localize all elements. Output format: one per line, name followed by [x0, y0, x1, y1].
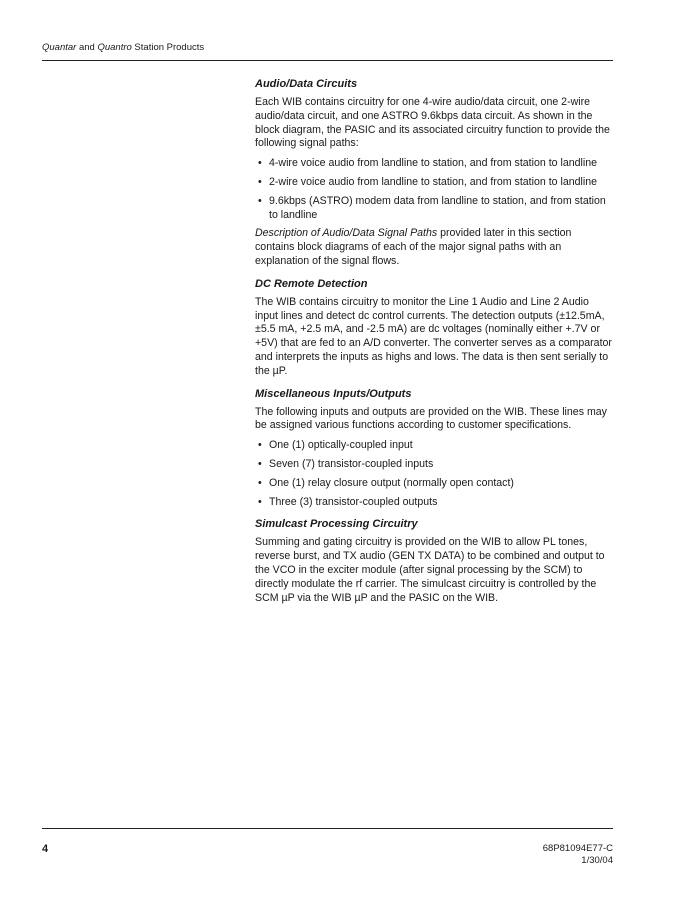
list-item: • Three (3) transistor-coupled outputs: [258, 495, 438, 508]
misc-bullets: [255, 439, 613, 509]
doc-number: 68P81094E77-C: [542, 843, 613, 854]
bullet-icon: •: [258, 439, 262, 452]
header-brand-quantro: Quantro: [97, 42, 132, 53]
misc-body: The following inputs and outputs are provided on the WIB. These lines may be assigned various functions according to customer specifications.: [255, 405, 607, 432]
list-item: • 9.6kbps (ASTRO) modem data from landline to station, and from station to landline: [258, 194, 606, 221]
bullet-icon: •: [258, 194, 262, 207]
header-rest: Station Products: [131, 42, 205, 53]
bullet-icon: •: [258, 157, 262, 170]
audio-reference-title: Description of Audio/Data Signal Paths: [255, 227, 438, 240]
dc-heading: DC Remote Detection: [255, 277, 368, 290]
list-item: • One (1) relay closure output (normally open contact): [258, 476, 514, 489]
footer-rule: [42, 828, 613, 829]
audio-reference: [255, 227, 613, 268]
simulcast-body: Summing and gating circuitry is provided on the WIB to allow PL tones, reverse burst, and TX audio (GEN TX DATA) to be combined and output to the VCO in the exciter module (after signal processing by the SCM) to directly modulate the rf carrier. The simulcast circuitry is controlled by the SCM µP via the WIB µP and the PASIC on the WIB.: [255, 536, 605, 604]
page-body: [255, 77, 613, 611]
misc-heading: Miscellaneous Inputs/Outputs: [255, 387, 412, 400]
bullet-icon: •: [258, 495, 262, 508]
dc-body: The WIB contains circuitry to monitor the Line 1 Audio and Line 2 Audio input lines and detect dc control currents. The detection outputs (±12.5mA, ±5.5 mA, +2.5 mA, and -2.5 mA) are dc voltages (nominally either +.7V or +5V) that are fed to an A/D converter. The converter serves as a comparator and interprets the inputs as highs and lows. The data is then sent serially to the µP.: [255, 295, 612, 377]
audio-bullets: [255, 157, 613, 222]
list-item: • 4-wire voice audio from landline to station, and from station to landline: [258, 157, 597, 170]
audio-intro: Each WIB contains circuitry for one 4-wire audio/data circuit, one 2-wire audio/data circuit, and one ASTRO 9.6kbps data circuit. As shown in the block diagram, the PASIC and its associated circuitry function to provide the following signal paths:: [255, 96, 610, 150]
list-item: • 2-wire voice audio from landline to station, and from station to landline: [258, 175, 597, 188]
bullet-icon: •: [258, 175, 262, 188]
list-item: • One (1) optically-coupled input: [258, 439, 413, 452]
header-rule: [42, 60, 613, 61]
doc-date: 1/30/04: [581, 855, 613, 866]
header-brand-quantar: Quantar: [42, 42, 77, 53]
running-header: [42, 42, 204, 53]
audio-heading: Audio/Data Circuits: [255, 78, 358, 90]
header-and: and: [76, 42, 98, 53]
footer-doc-info: [543, 843, 613, 867]
bullet-icon: •: [258, 457, 262, 470]
audio-reference-text: provided later in this section contains block diagrams of each of the major signal paths with an explanation of the signal flows.: [255, 227, 572, 267]
page-number: 4: [42, 843, 49, 855]
simulcast-heading: Simulcast Processing Circuitry: [255, 518, 418, 531]
bullet-icon: •: [258, 476, 262, 489]
list-item: • Seven (7) transistor-coupled inputs: [258, 457, 434, 470]
